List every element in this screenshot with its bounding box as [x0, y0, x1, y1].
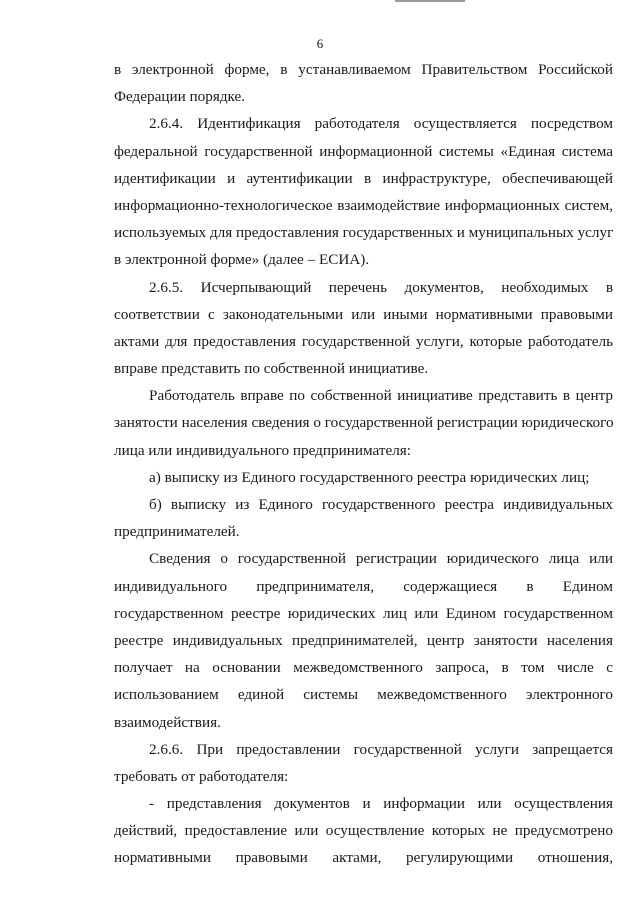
text-line: действий, предоставление или осуществление которых не предусмотрено	[114, 822, 613, 840]
text-line: индивидуального предпринимателя, содержащиеся в Едином	[114, 577, 613, 595]
text-line: используемых для предоставления государственных и муниципальных услуг	[114, 224, 614, 242]
text-line: использованием единой системы межведомственного электронного	[114, 686, 613, 704]
page-number: 6	[316, 36, 324, 51]
document-body-text	[114, 56, 613, 872]
text-line: реестре индивидуальных предпринимателей, центр занятости населения	[114, 631, 613, 649]
text-line: в электронной форме» (далее – ЕСИА).	[114, 251, 370, 269]
text-line: а) выписку из Единого государственного реестра юридических лиц;	[149, 468, 590, 486]
text-line: Сведения о государственной регистрации юридического лица или	[149, 550, 613, 568]
text-line: - представления документов и информации или осуществления	[149, 795, 613, 813]
text-line: соответствии с законодательными или иными нормативными правовыми	[114, 305, 613, 323]
text-line: лица или индивидуального предпринимателя:	[114, 441, 411, 459]
text-line: получает на основании межведомственного запроса, в том числе с	[114, 659, 613, 677]
text-line: федеральной государственной информационной системы «Единая система	[114, 142, 613, 160]
text-line: государственном реестре юридических лиц или Едином государственном	[114, 604, 613, 622]
text-line: 2.6.5. Исчерпывающий перечень документов, необходимых в	[149, 278, 613, 296]
text-line: взаимодействия.	[114, 713, 221, 731]
text-line: Федерации порядке.	[114, 88, 246, 106]
text-line: нормативными правовыми актами, регулирующими отношения,	[114, 849, 613, 867]
text-line: 2.6.4. Идентификация работодателя осуществляется посредством	[149, 115, 613, 133]
text-line: информационно-технологическое взаимодействие информационных систем,	[114, 196, 613, 214]
text-line: вправе представить по собственной инициативе.	[114, 360, 429, 378]
text-line: актами для предоставления государственной услуги, которые работодатель	[114, 332, 613, 350]
text-line: Работодатель вправе по собственной инициативе представить в центр	[149, 387, 613, 405]
text-line: требовать от работодателя:	[114, 767, 289, 785]
text-line: б) выписку из Единого государственного реестра индивидуальных	[149, 496, 613, 513]
text-line: предпринимателей.	[114, 523, 240, 541]
text-line: 2.6.6. При предоставлении государственной услуги запрещается	[149, 740, 613, 758]
text-line: идентификации и аутентификации в инфраструктуре, обеспечивающей	[114, 169, 613, 187]
text-line: в электронной форме, в устанавливаемом Правительством Российской	[114, 61, 613, 78]
text-line: занятости населения сведения о государственной регистрации юридического	[114, 414, 614, 432]
scan-edge-mark	[395, 0, 465, 2]
